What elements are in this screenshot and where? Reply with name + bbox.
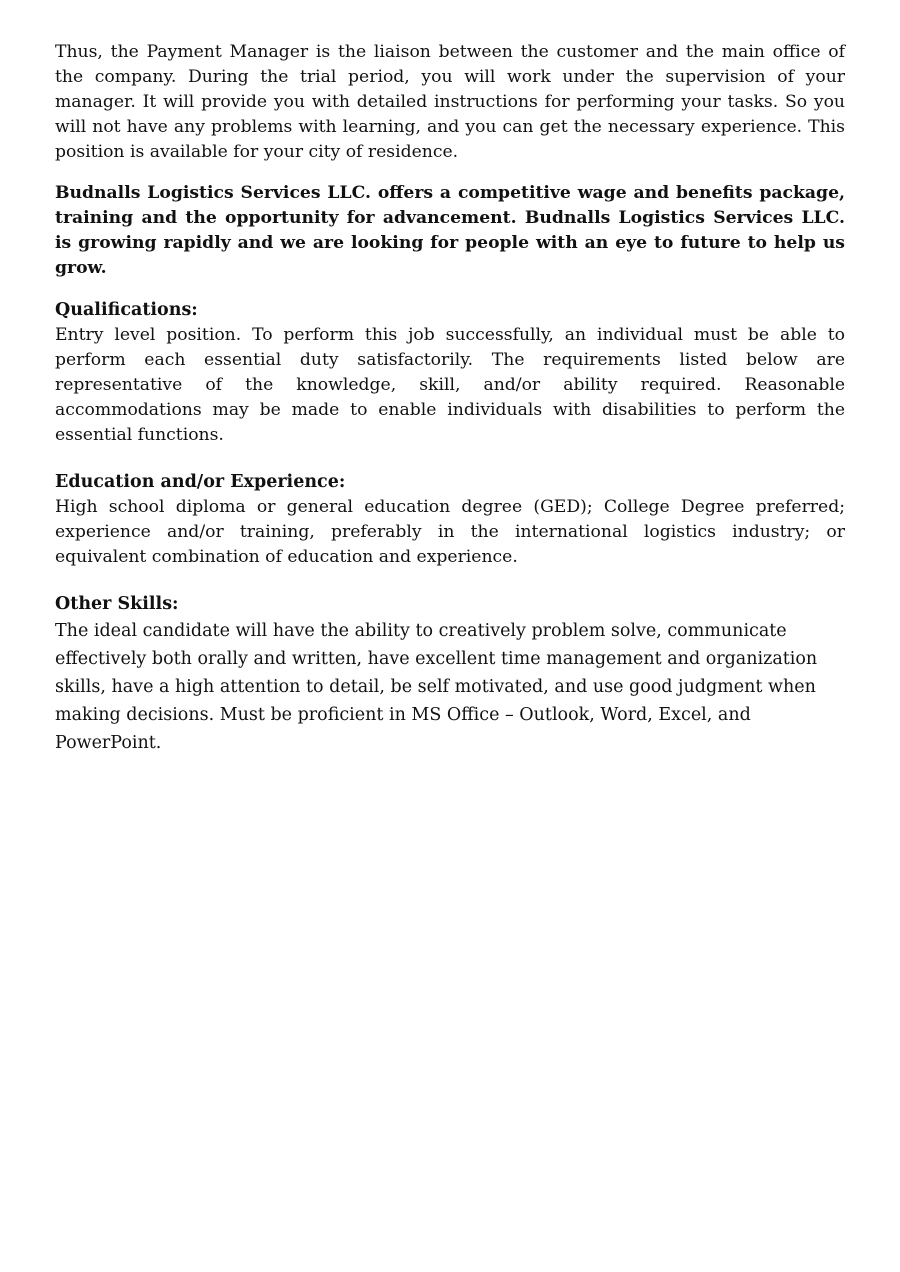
intro-paragraph: Thus, the Payment Manager is the liaison between the customer and the main office of the company. During the trial period, you will work under the supervision of your manager. It will provide you with detailed instructions for performing your tasks. So you will not have any problems with learning, and you can get the necessary experience. This position is available for your city of residence. bbox=[55, 42, 845, 162]
document-page bbox=[55, 40, 845, 757]
qualifications-heading: Qualifications: bbox=[55, 300, 198, 320]
offer-paragraph: Budnalls Logistics Services LLC. offers a competitive wage and benefits package, training and the opportunity for advancement. Budnalls Logistics Services LLC. is growing rapidly and we are looking for people with an eye to future to help us grow. bbox=[55, 183, 845, 278]
other-skills-paragraph: The ideal candidate will have the ability to creatively problem solve, communicate effectively both orally and written, have excellent time management and organization skills, have a high attention to detail, be self motivated, and use good judgment when making decisions. Must be proficient in MS Office – Outlook, Word, Excel, and PowerPoint. bbox=[55, 621, 818, 753]
qualifications-paragraph: Entry level position. To perform this job successfully, an individual must be able to perform each essential duty satisfactorily. The requirements listed below are representative of the knowledge, skill, and/or ability required. Reasonable accommodations may be made to enable individuals with disabilities to perform the essential functions. bbox=[55, 325, 845, 445]
education-paragraph: High school diploma or general education degree (GED); College Degree preferred; experience and/or training, preferably in the international logistics industry; or equivalent combination of education and experience. bbox=[55, 497, 845, 567]
other-skills-heading: Other Skills: bbox=[55, 594, 179, 614]
education-heading: Education and/or Experience: bbox=[55, 472, 346, 492]
